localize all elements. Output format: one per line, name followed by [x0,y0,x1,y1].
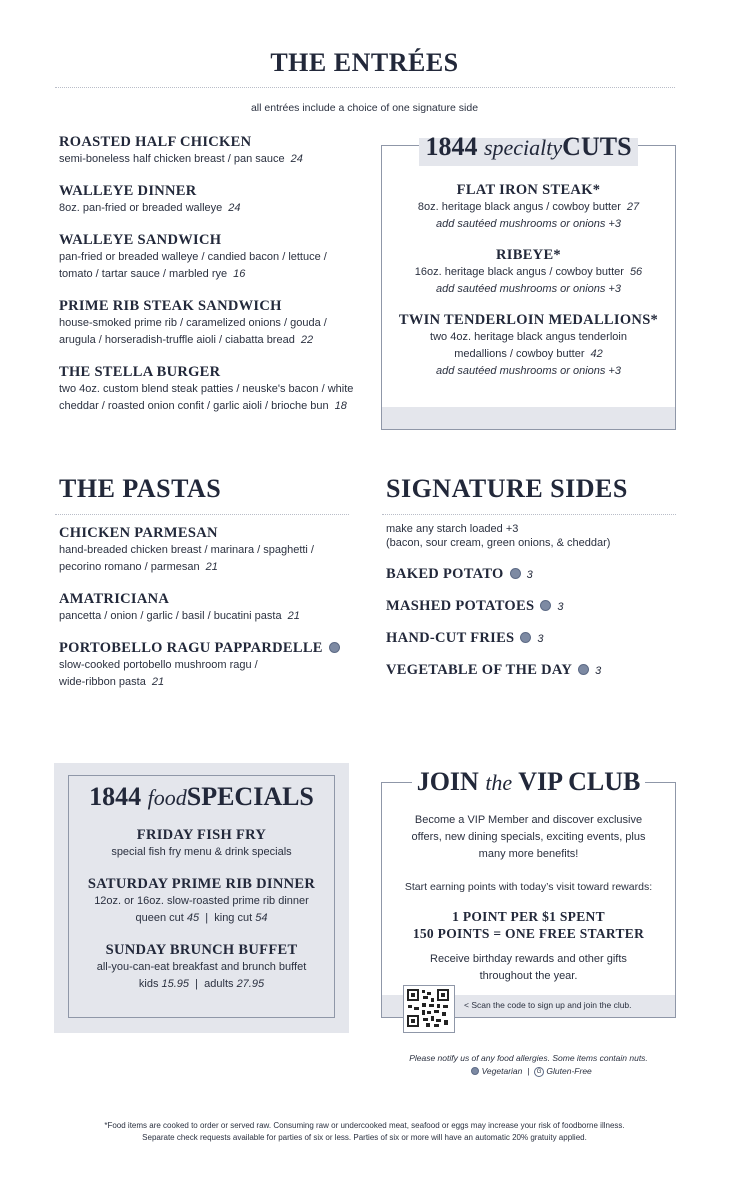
vegetarian-label: Vegetarian [481,1066,523,1076]
list-item [59,298,354,349]
vip-title-right: VIP CLUB [518,767,641,796]
specialty-cuts-list [395,182,662,380]
sides-note-line2: (bacon, sour cream, green onions, & cheddar) [386,537,611,549]
sides-divider [382,514,676,515]
specialty-cuts-title [381,132,676,162]
list-item [395,247,662,298]
list-item [59,591,349,625]
item-desc: hand-breaded chicken breast / marinara / spaghetti / pecorino romano / parmesan [59,544,314,573]
item-name: THE STELLA BURGER [59,364,221,380]
item-price: 27.95 [236,978,265,990]
item-price: 16 [233,268,246,280]
vip-earn: Start earning points with today’s visit toward rewards: [404,881,653,893]
price-label: queen cut [135,912,184,924]
list-item [386,598,676,615]
item-price: 3 [595,665,602,677]
item-name: HAND-CUT FRIES [386,630,515,646]
item-addon: add sautéed mushrooms or onions +3 [436,283,621,295]
item-name: PRIME RIB STEAK SANDWICH [59,298,282,314]
item-price: 22 [300,334,314,346]
item-price: 21 [287,610,300,622]
item-desc: two 4oz. custom blend steak patties / neuske's bacon / white cheddar / roasted onion confit / garlic aioli / brioche bun [59,383,354,412]
vip-scan-text: < Scan the code to sign up and join the club. [464,1000,632,1010]
vegetarian-icon [520,632,531,643]
price-label: kids [138,978,159,990]
list-item [59,525,349,576]
vip-points-1: 1 POINT PER $1 SPENT [452,909,605,924]
price-label: adults [204,978,234,990]
item-price: 21 [151,676,165,688]
pastas-title: THE PASTAS [59,474,222,503]
item-name: FLAT IRON STEAK* [456,182,601,198]
item-name: ROASTED HALF CHICKEN [59,134,252,150]
footer-disclaimer [0,1120,729,1144]
list-item [59,232,354,283]
item-name: MASHED POTATOES [386,598,535,614]
item-name: CHICKEN PARMESAN [59,525,218,541]
list-item [59,134,354,168]
item-price: 3 [526,569,534,581]
entrees-list [59,134,354,430]
list-item [395,312,662,380]
vip-content [400,812,657,985]
item-name: SATURDAY PRIME RIB DINNER [87,876,316,892]
gluten-free-icon: G [534,1067,544,1077]
item-name: SUNDAY BRUNCH BUFFET [105,942,298,958]
vip-title-left: JOIN [416,767,479,796]
item-desc: slow-cooked portobello mushroom ragu / wide-ribbon pasta [59,659,258,688]
vegetarian-icon [540,600,551,611]
item-price: 21 [205,561,218,573]
item-desc: 8oz. pan-fried or breaded walleye [59,202,223,214]
entrees-divider [55,87,675,88]
item-price: 3 [537,633,544,645]
list-item [386,566,676,583]
vegetarian-icon [471,1067,479,1075]
item-name: RIBEYE* [496,247,561,263]
item-name: TWIN TENDERLOIN MEDALLIONS* [398,312,659,328]
entrees-subtitle: all entrées include a choice of one signature side [250,102,479,114]
list-item [59,183,354,217]
specials-title-script: food [147,785,187,810]
item-price: 45 [186,912,200,924]
list-item [395,182,662,233]
item-price: 54 [255,912,268,924]
list-item [68,827,335,861]
qr-code-icon [404,986,452,1030]
price-label: king cut [214,912,253,924]
list-item [59,364,354,415]
item-addon: add sautéed mushrooms or onions +3 [436,365,621,377]
item-price: 24 [290,153,303,165]
specials-title-left: 1844 [89,782,142,811]
list-item: SUNDAY BRUNCH BUFFET all-you-can-eat breakfast and brunch buffet kids 15.95 | adults 27.95 [68,942,335,993]
allergy-note: Please notify us of any food allergies. Some items contain nuts. Vegetarian | G Gluten-Free [381,1052,676,1078]
vegetarian-icon [329,642,340,653]
item-desc: two 4oz. heritage black angus tenderloin medallions / cowboy butter [430,331,627,360]
item-price: 3 [557,601,564,613]
item-name: AMATRICIANA [59,591,170,607]
item-desc: house-smoked prime rib / caramelized onions / gouda / arugula / horseradish-truffle aioli / ciabatta bread [59,317,327,346]
sides-note-line1: make any starch loaded +3 [386,523,519,535]
pastas-divider [55,514,349,515]
item-name: BAKED POTATO [386,566,504,582]
item-addon: add sautéed mushrooms or onions +3 [436,218,621,230]
footer-line-2: Separate check requests available for parties of six or less. Parties of six or more will have an automatic 20% gratuity applied. [142,1133,587,1142]
sides-list [386,566,676,679]
food-specials-title [54,782,349,812]
item-price: 15.95 [161,978,190,990]
item-price: 18 [334,400,347,412]
list-item [59,640,349,691]
vegetarian-icon [578,664,589,675]
list-item [386,662,676,679]
pastas-list [59,525,349,706]
cuts-title-right: CUTS [562,132,632,161]
sides-note [386,522,610,550]
item-desc: semi-boneless half chicken breast / pan sauce [59,153,285,165]
item-price: 27 [626,201,640,213]
item-price: 56 [629,266,643,278]
vegetarian-icon [510,568,521,579]
footer-line-1: *Food items are cooked to order or served raw. Consuming raw or undercooked meat, seafood or eggs may increase your risk of foodborne illness. [104,1121,625,1130]
sides-title: SIGNATURE SIDES [386,474,628,503]
list-item [386,630,676,647]
gluten-free-label: Gluten-Free [546,1066,592,1076]
specials-title-right: SPECIALS [186,782,314,811]
vip-club-title [381,767,676,797]
vip-points-2: 150 POINTS = ONE FREE STARTER [412,926,645,941]
item-name: FRIDAY FISH FRY [136,827,267,843]
item-desc: 12oz. or 16oz. slow-roasted prime rib dinner [94,895,309,907]
item-name: PORTOBELLO RAGU PAPPARDELLE [59,640,323,656]
item-name: WALLEYE SANDWICH [59,232,222,248]
allergy-text: Please notify us of any food allergies. Some items contain nuts. [409,1053,648,1063]
item-desc: 16oz. heritage black angus / cowboy butter [414,266,624,278]
specialty-cuts-footer-band [382,407,675,429]
item-desc: special fish fry menu & drink specials [111,846,292,858]
item-desc: pan-fried or breaded walleye / candied bacon / lettuce / tomato / tartar sauce / marbled rye [59,251,327,280]
vip-intro: Become a VIP Member and discover exclusive offers, new dining specials, exciting events, plus many more benefits! [411,814,646,860]
entrees-title: THE ENTRÉES [270,48,459,77]
cuts-title-left: 1844 [425,132,478,161]
qr-code[interactable] [403,985,455,1033]
item-desc: pancetta / onion / garlic / basil / bucatini pasta [59,610,282,622]
vip-birthday: Receive birthday rewards and other gifts throughout the year. [430,953,627,982]
food-specials-list [68,827,335,993]
item-name: WALLEYE DINNER [59,183,197,199]
list-item: SATURDAY PRIME RIB DINNER 12oz. or 16oz. slow-roasted prime rib dinner queen cut 45 | king cut 54 [68,876,335,927]
vip-title-script: the [485,770,513,795]
item-price: 24 [228,202,241,214]
item-price: 42 [590,348,603,360]
item-desc: 8oz. heritage black angus / cowboy butter [417,201,621,213]
cuts-title-script: specialty [483,135,563,160]
item-name: VEGETABLE OF THE DAY [386,662,573,678]
item-desc: all-you-can-eat breakfast and brunch buffet [96,961,307,973]
